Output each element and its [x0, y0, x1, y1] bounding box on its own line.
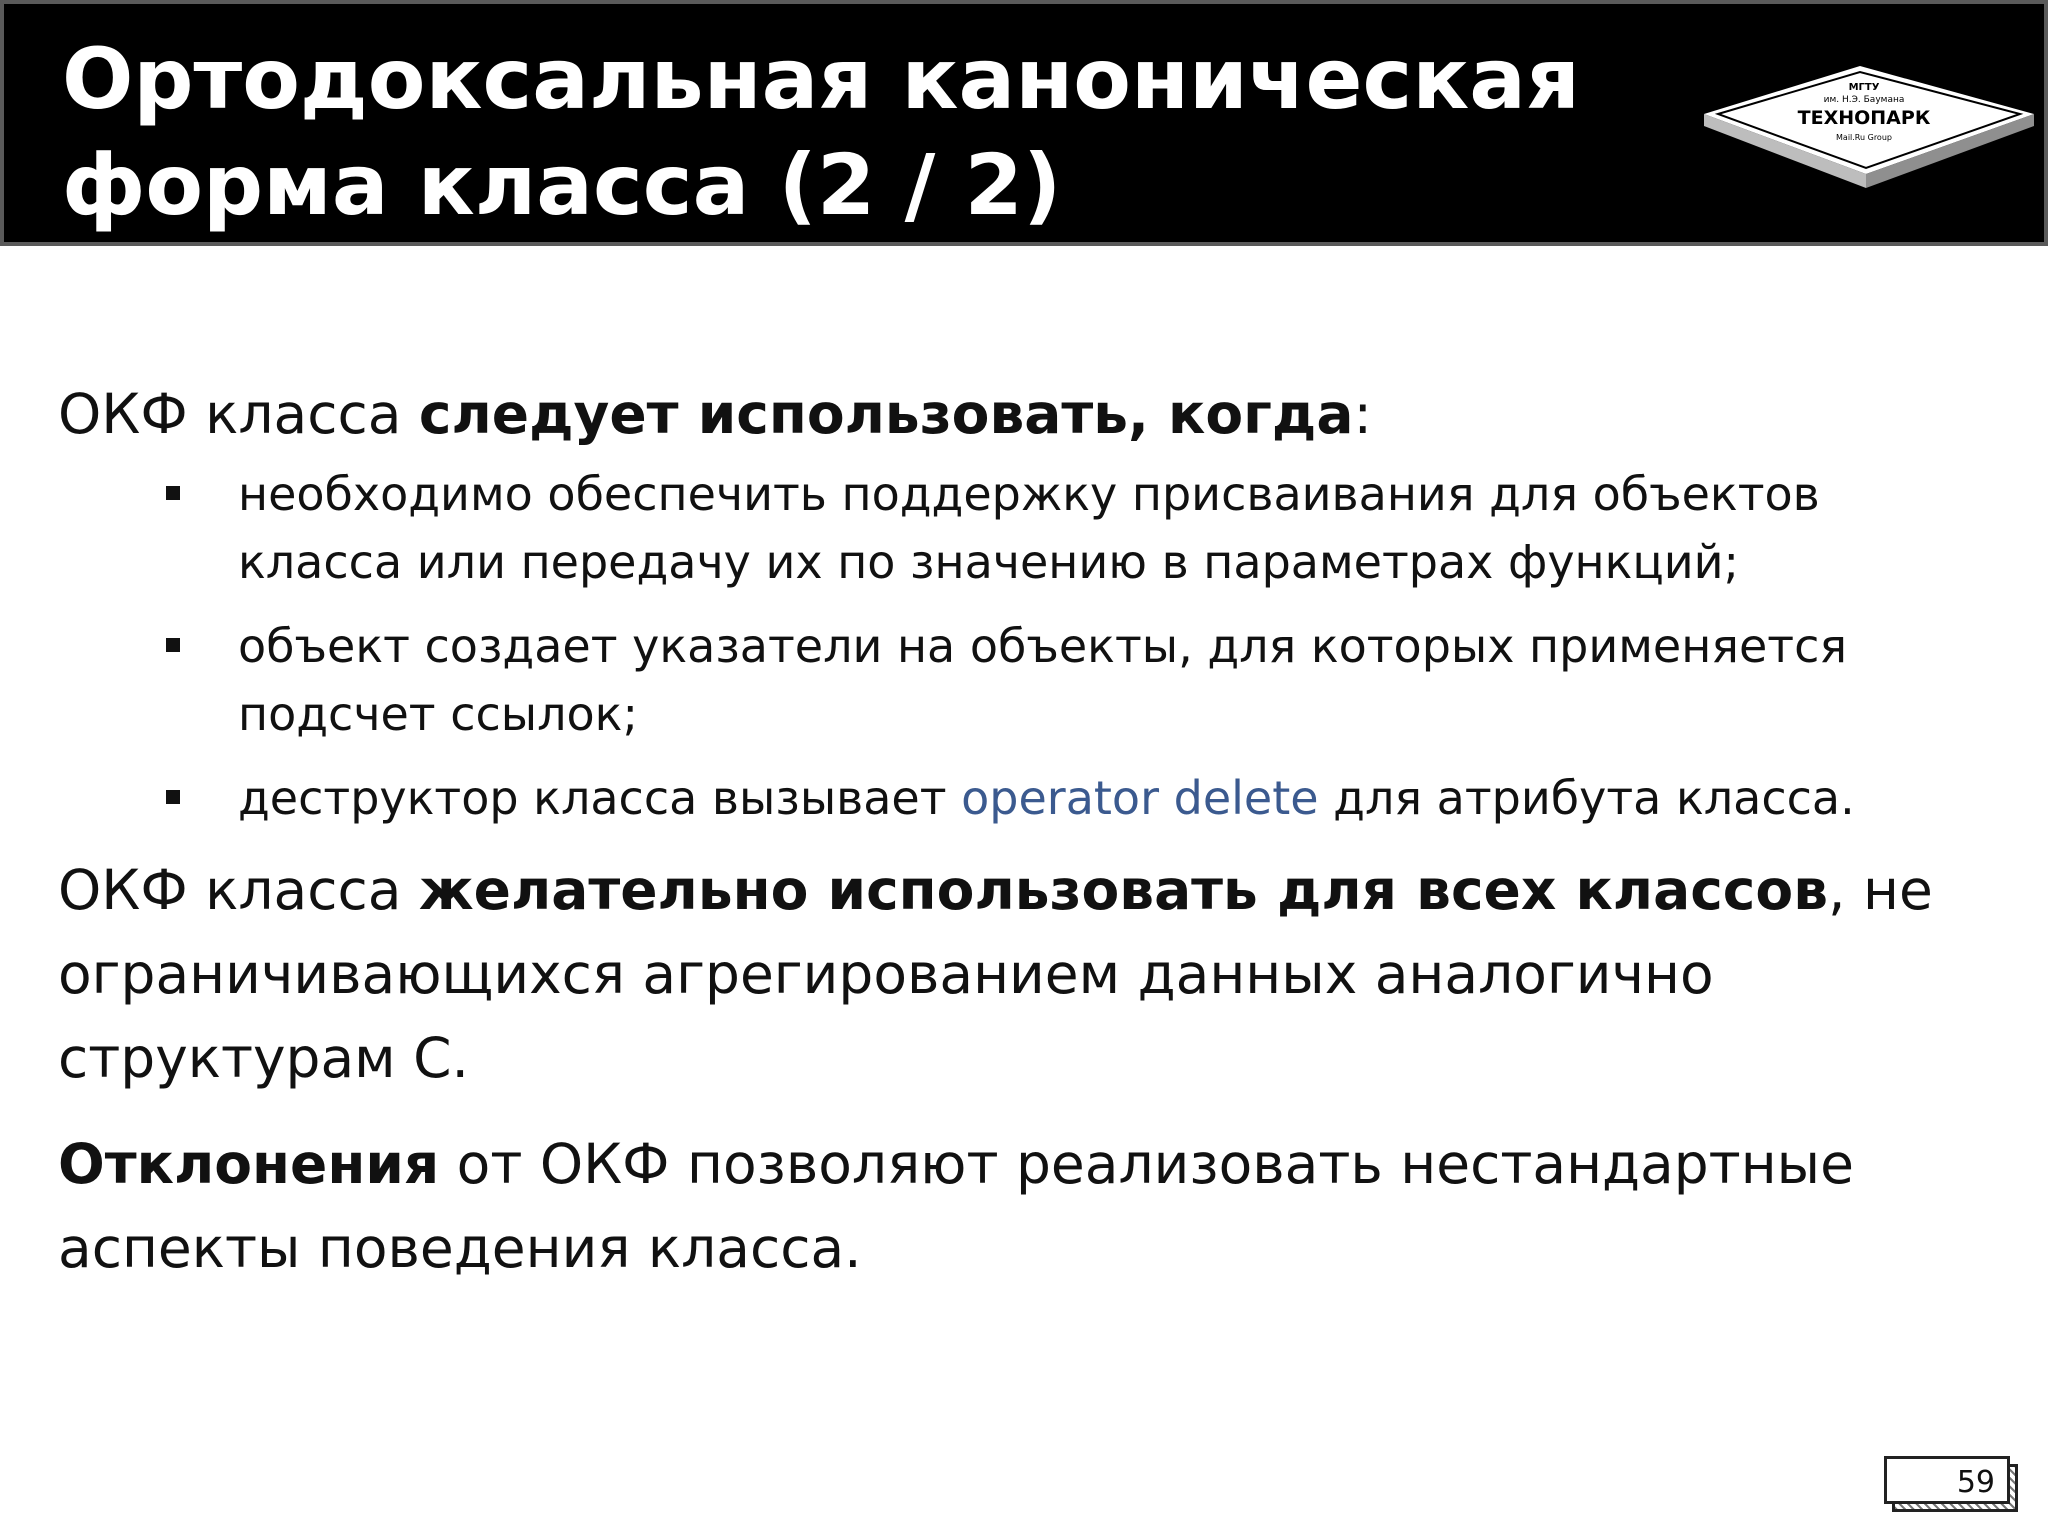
title-line-1: Ортодоксальная каноническая — [62, 30, 1580, 128]
slide-title — [62, 26, 1622, 238]
para3-bold: Отклонения — [58, 1132, 440, 1196]
list-item — [58, 764, 1978, 832]
page-number-box — [1884, 1456, 2010, 1504]
bullet-text: объект создает указатели на объекты, для которых применяется подсчет ссылок; — [238, 619, 1848, 741]
para2-prefix: ОКФ класса — [58, 858, 419, 922]
slide-body — [58, 372, 1978, 1290]
logo-line-1: МГТУ — [1848, 82, 1880, 93]
title-line-2: форма класса (2 / 2) — [62, 136, 1062, 234]
bullet-text: необходимо обеспечить поддержку присваивания для объектов класса или передачу их по значению в параметрах функций; — [238, 467, 1820, 589]
para2-suffix: , не ограничивающихся агрегированием данных аналогично структурам С. — [58, 858, 1933, 1090]
square-bullet-icon — [166, 638, 180, 652]
square-bullet-icon — [166, 486, 180, 500]
para3-suffix: от ОКФ позволяют реализовать нестандартные аспекты поведения класса. — [58, 1132, 1854, 1280]
bullet-text-suffix: для атрибута класса. — [1318, 771, 1855, 825]
page-number: 59 — [1956, 1465, 1995, 1500]
code-keyword: operator delete — [961, 771, 1319, 825]
intro-prefix: ОКФ класса — [58, 382, 419, 446]
slide-header — [0, 0, 2048, 246]
logo-line-2: им. Н.Э. Баумана — [1823, 95, 1905, 105]
list-item — [58, 460, 1978, 596]
page-number-badge — [1884, 1456, 2022, 1516]
intro-bold: следует использовать, когда — [418, 382, 1354, 446]
intro-paragraph — [58, 372, 1978, 456]
spacer — [58, 1100, 1978, 1122]
deviations-paragraph — [58, 1122, 1978, 1290]
usage-bullet-list — [58, 460, 1978, 832]
recommendation-paragraph — [58, 848, 1978, 1100]
para2-bold: желательно использовать для всех классов — [418, 858, 1829, 922]
logo-line-4: Mail.Ru Group — [1836, 133, 1892, 142]
square-bullet-icon — [166, 790, 180, 804]
bullet-text-prefix: деструктор класса вызывает — [238, 771, 962, 825]
intro-suffix: : — [1353, 382, 1372, 446]
logo-line-3: ТЕХНОПАРК — [1797, 107, 1931, 129]
technopark-logo — [1704, 52, 2034, 202]
list-item — [58, 612, 1978, 748]
